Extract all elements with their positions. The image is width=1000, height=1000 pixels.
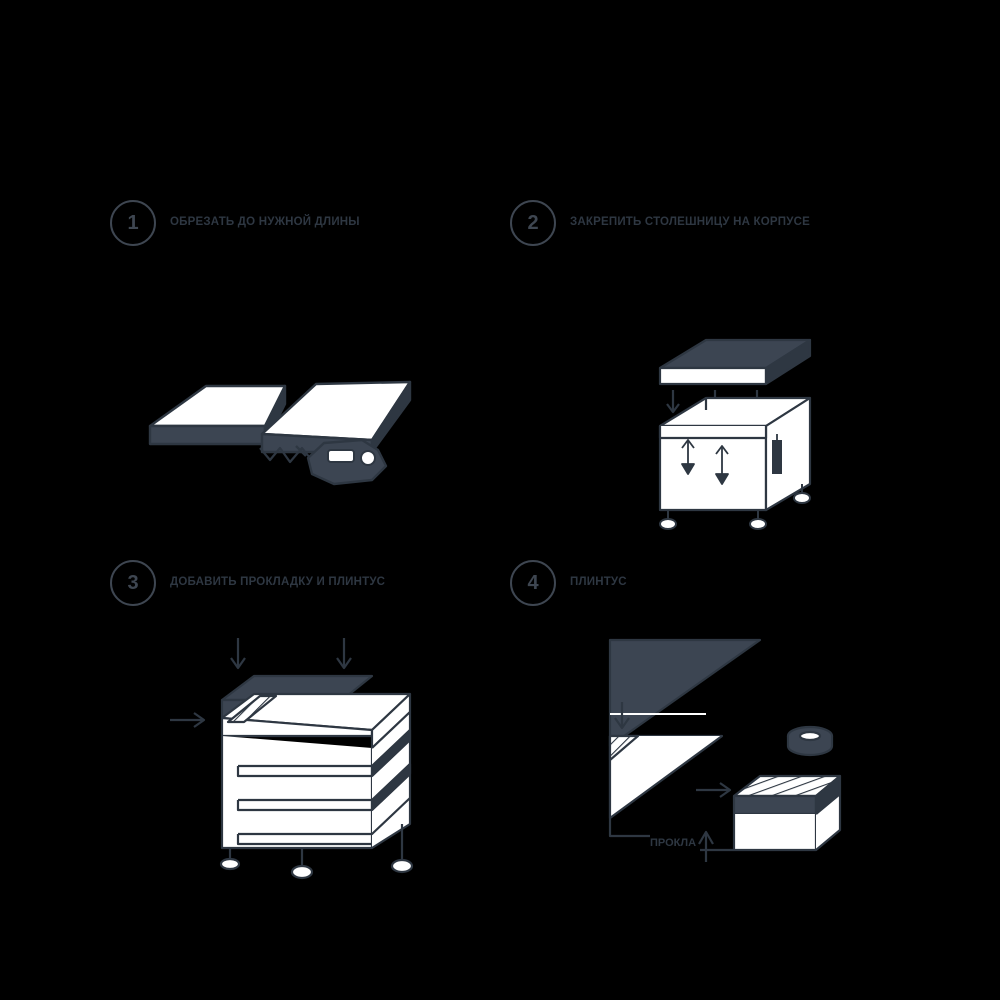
step-3-number: 3 (110, 560, 156, 606)
step-2-number: 2 (510, 200, 556, 246)
step-4-number: 4 (510, 560, 556, 606)
step-2-title: ЗАКРЕПИТЬ СТОЛЕШНИЦУ НА КОРПУСЕ (570, 216, 810, 229)
step-panel-1 (110, 180, 540, 540)
step-3-title: ДОБАВИТЬ ПРОКЛАДКУ И ПЛИНТУС (170, 576, 386, 589)
step-1-illustration (110, 258, 540, 538)
step-1-title: ОБРЕЗАТЬ ДО НУЖНОЙ ДЛИНЫ (170, 216, 360, 229)
step-1-number: 1 (110, 200, 156, 246)
step-panel-2 (510, 180, 940, 540)
step-1-header (110, 200, 360, 246)
step-panel-4 (510, 540, 940, 900)
step-3-header (110, 560, 385, 606)
step-2-illustration (510, 258, 940, 538)
note-prokla: ПРОКЛА (650, 837, 697, 849)
step-3-illustration (110, 618, 540, 898)
step-4-illustration (510, 618, 940, 898)
step-2-header (510, 200, 810, 246)
step-4-title: ПЛИНТУС (570, 576, 627, 589)
step-4-header (510, 560, 627, 606)
step-panel-3 (110, 540, 540, 900)
